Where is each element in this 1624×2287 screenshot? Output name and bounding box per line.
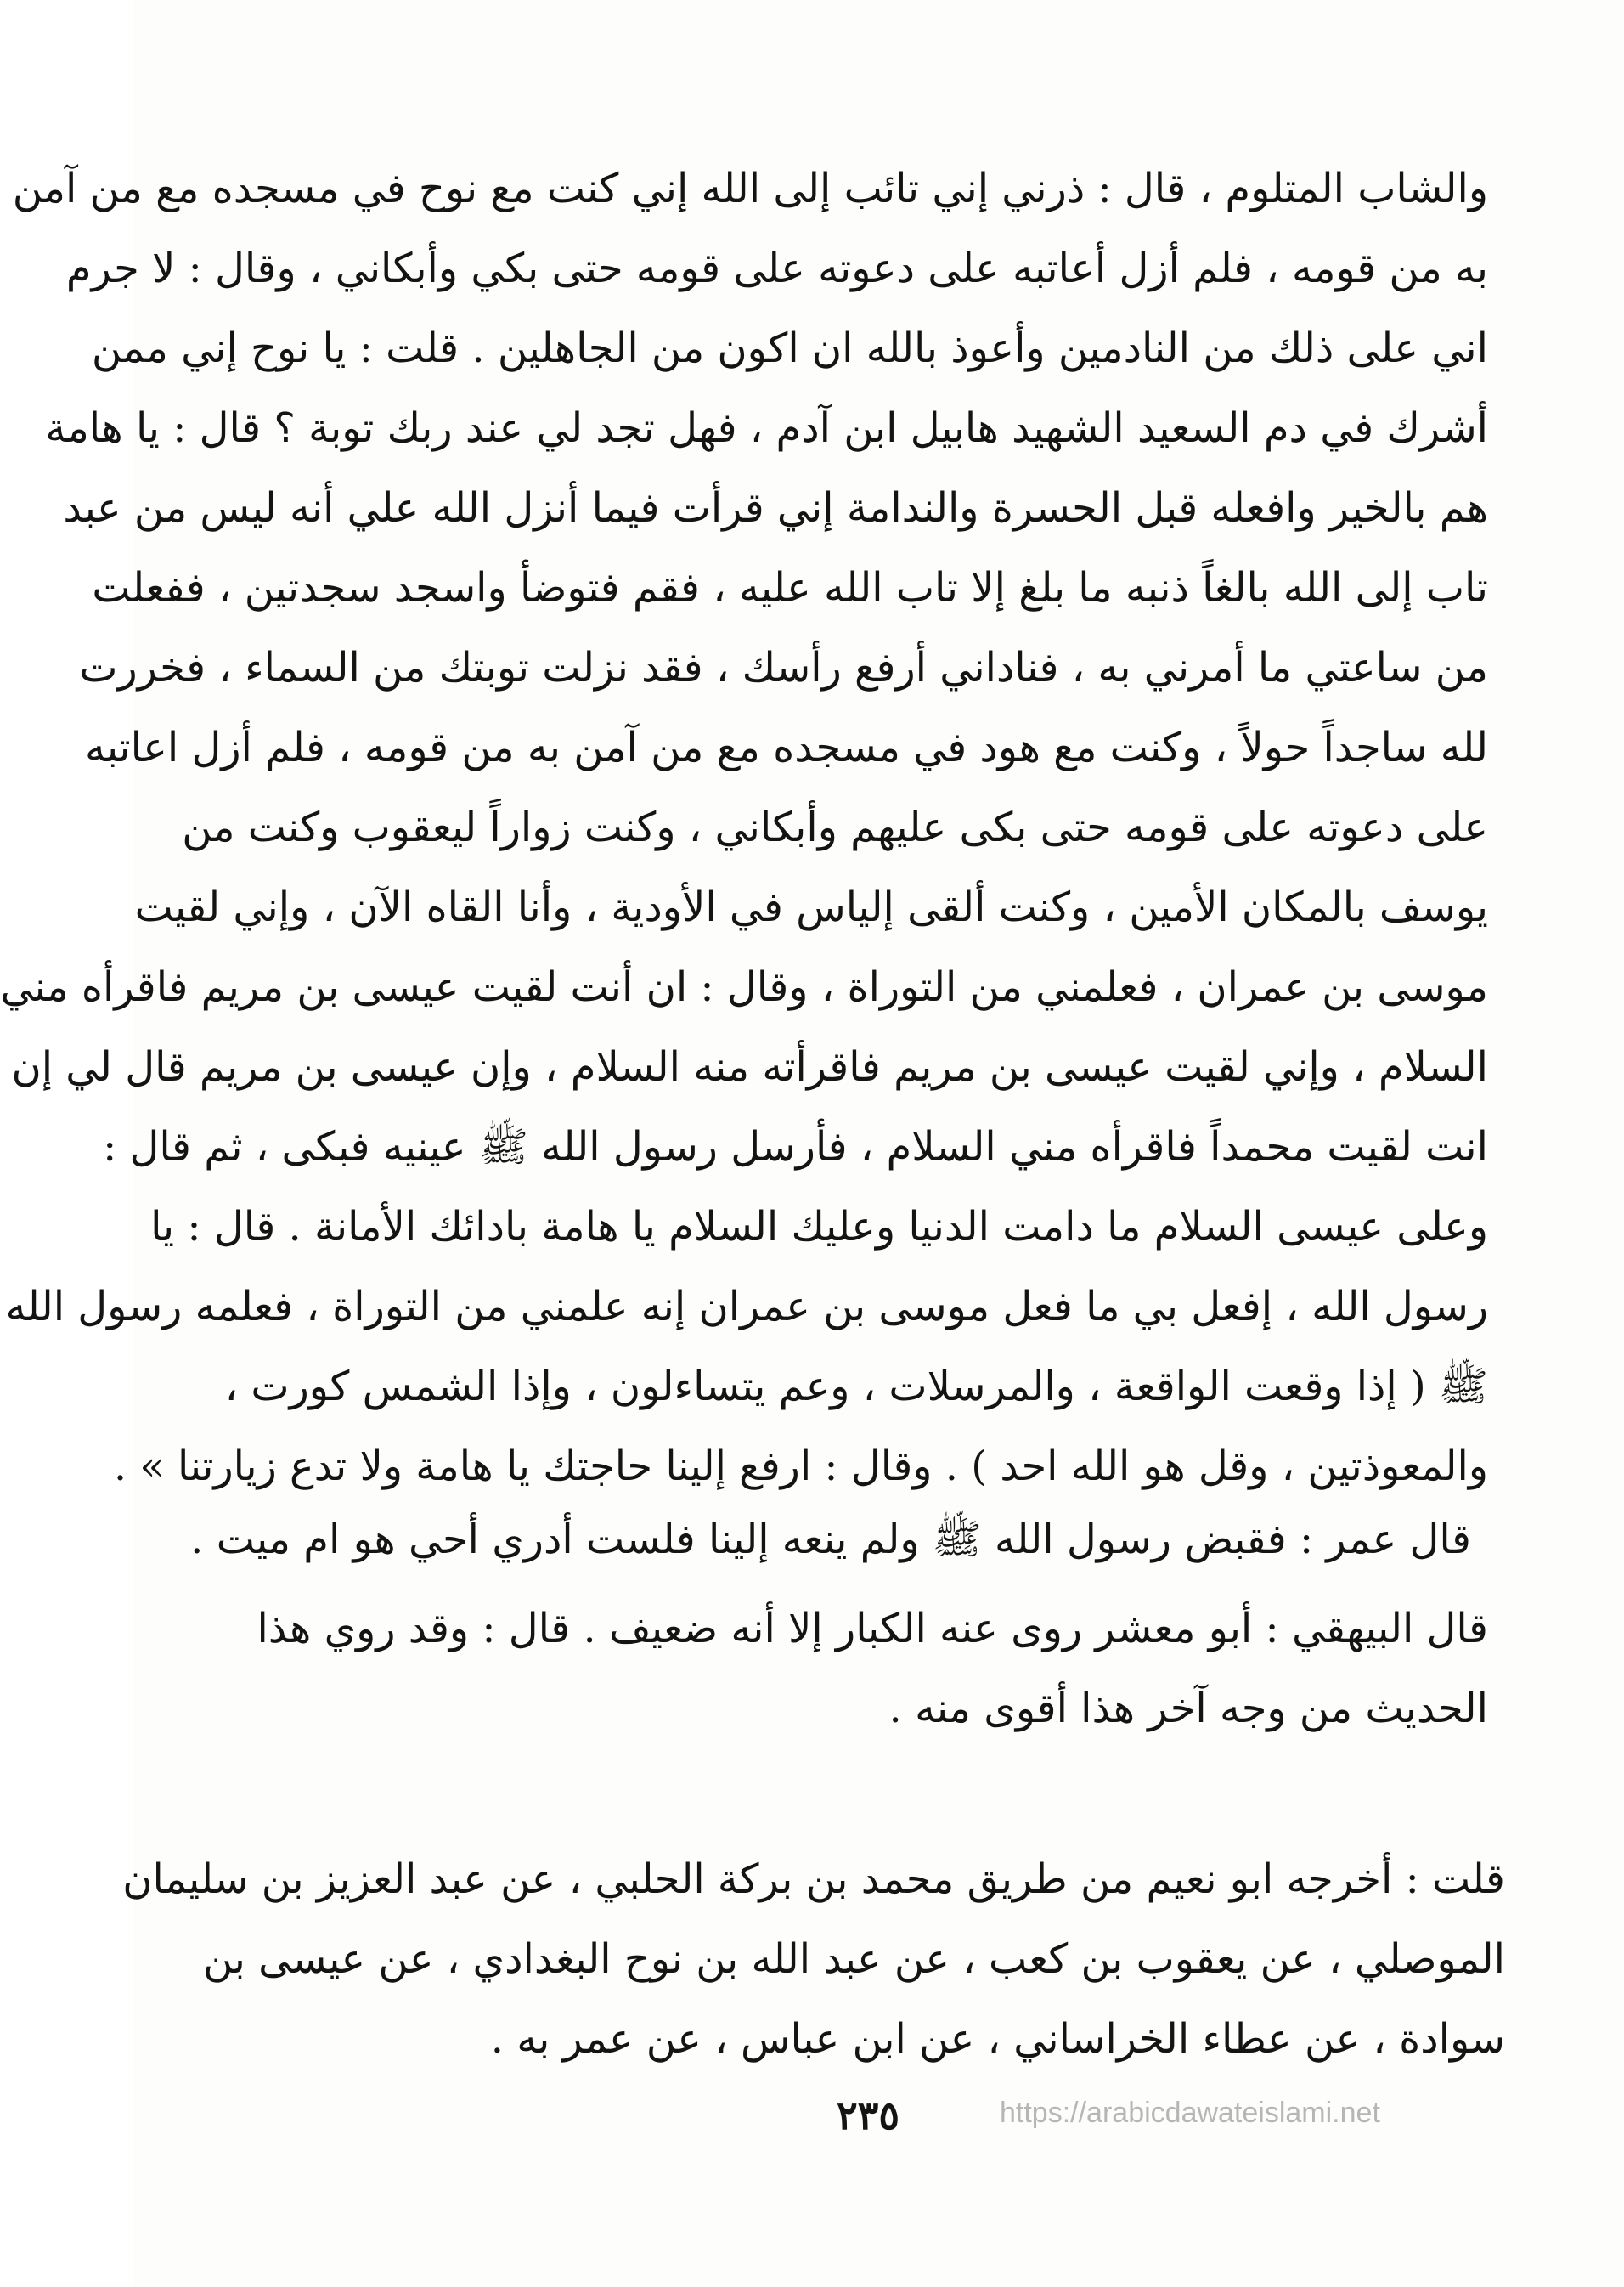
text-line: قال البيهقي : أبو معشر روى عنه الكبار إلا أنه ضعيف . قال : وقد روي هذا [257,1605,1488,1652]
umar-statement-paragraph [190,1499,1471,1579]
text-line: وعلى عيسى السلام ما دامت الدنيا وعليك السلام يا هامة بادائك الأمانة . قال : يا [150,1203,1488,1251]
main-narration-paragraph [0,149,1488,1506]
text-line: الحديث من وجه آخر هذا أقوى منه . [888,1685,1488,1732]
text-line: به من قومه ، فلم أزل أعاتبه على دعوته على قومه حتى بكي وأبكاني ، وقال : لا جرم [65,245,1488,292]
author-note-paragraph [122,1839,1505,2079]
source-watermark: https://arabicdawateislami.net [1000,2097,1380,2129]
text-line: السلام ، وإني لقيت عيسى بن مريم فاقرأته منه السلام ، وإن عيسى بن مريم قال لي إن [11,1043,1488,1091]
text-line: تاب إلى الله بالغاً ذنبه ما بلغ إلا تاب الله عليه ، فقم فتوضأ واسجد سجدتين ، ففعلت [92,564,1488,612]
text-line: سوادة ، عن عطاء الخراساني ، عن ابن عباس ، عن عمر به . [490,2015,1505,2063]
text-line: موسى بن عمران ، فعلمني من التوراة ، وقال : ان أنت لقيت عيسى بن مريم فاقرأه مني [0,963,1488,1011]
text-line: والشاب المتلوم ، قال : ذرني إني تائب إلى الله إني كنت مع نوح في مسجده مع من آمن [12,165,1488,212]
text-line: على دعوته على قومه حتى بكى عليهم وأبكاني ، وكنت زواراً ليعقوب وكنت من [182,804,1488,851]
page-number: ٢٣٥ [836,2092,900,2138]
text-line: الموصلي ، عن يعقوب بن كعب ، عن عبد الله بن نوح البغدادي ، عن عيسى بن [203,1935,1505,1983]
text-line: اني على ذلك من النادمين وأعوذ بالله ان اكون من الجاهلين . قلت : يا نوح إني ممن [91,325,1488,372]
text-line: انت لقيت محمداً فاقرأه مني السلام ، فأرسل رسول الله ﷺ عينيه فبكى ، ثم قال : [103,1123,1488,1171]
text-line: والمعوذتين ، وقل هو الله احد ) . وقال : ارفع إلينا حاجتك يا هامة ولا تدع زيارتنا » . [113,1443,1488,1490]
bayhaqi-comment-paragraph [257,1589,1488,1748]
text-line: رسول الله ، إفعل بي ما فعل موسى بن عمران إنه علمني من التوراة ، فعلمه رسول الله [5,1283,1488,1330]
text-line: أشرك في دم السعيد الشهيد هابيل ابن آدم ، فهل تجد لي عند ربك توبة ؟ قال : يا هامة [45,404,1488,452]
text-line: يوسف بالمكان الأمين ، وكنت ألقى إلياس في الأودية ، وأنا القاه الآن ، وإني لقيت [134,884,1488,931]
text-line: ﷺ ( إذا وقعت الواقعة ، والمرسلات ، وعم يتساءلون ، وإذا الشمس كورت ، [224,1363,1488,1410]
text-line: قال عمر : فقبض رسول الله ﷺ ولم ينعه إلينا فلست أدري أحي هو ام ميت . [190,1516,1471,1563]
text-line: قلت : أخرجه ابو نعيم من طريق محمد بن بركة الحلبي ، عن عبد العزيز بن سليمان [122,1855,1505,1903]
text-line: هم بالخير وافعله قبل الحسرة والندامة إني قرأت فيما أنزل الله علي أنه ليس من عبد [63,484,1488,532]
text-line: من ساعتي ما أمرني به ، فناداني أرفع رأسك ، فقد نزلت توبتك من السماء ، فخررت [79,644,1488,692]
text-line: لله ساجداً حولاً ، وكنت مع هود في مسجده مع من آمن به من قومه ، فلم أزل اعاتبه [85,724,1488,771]
